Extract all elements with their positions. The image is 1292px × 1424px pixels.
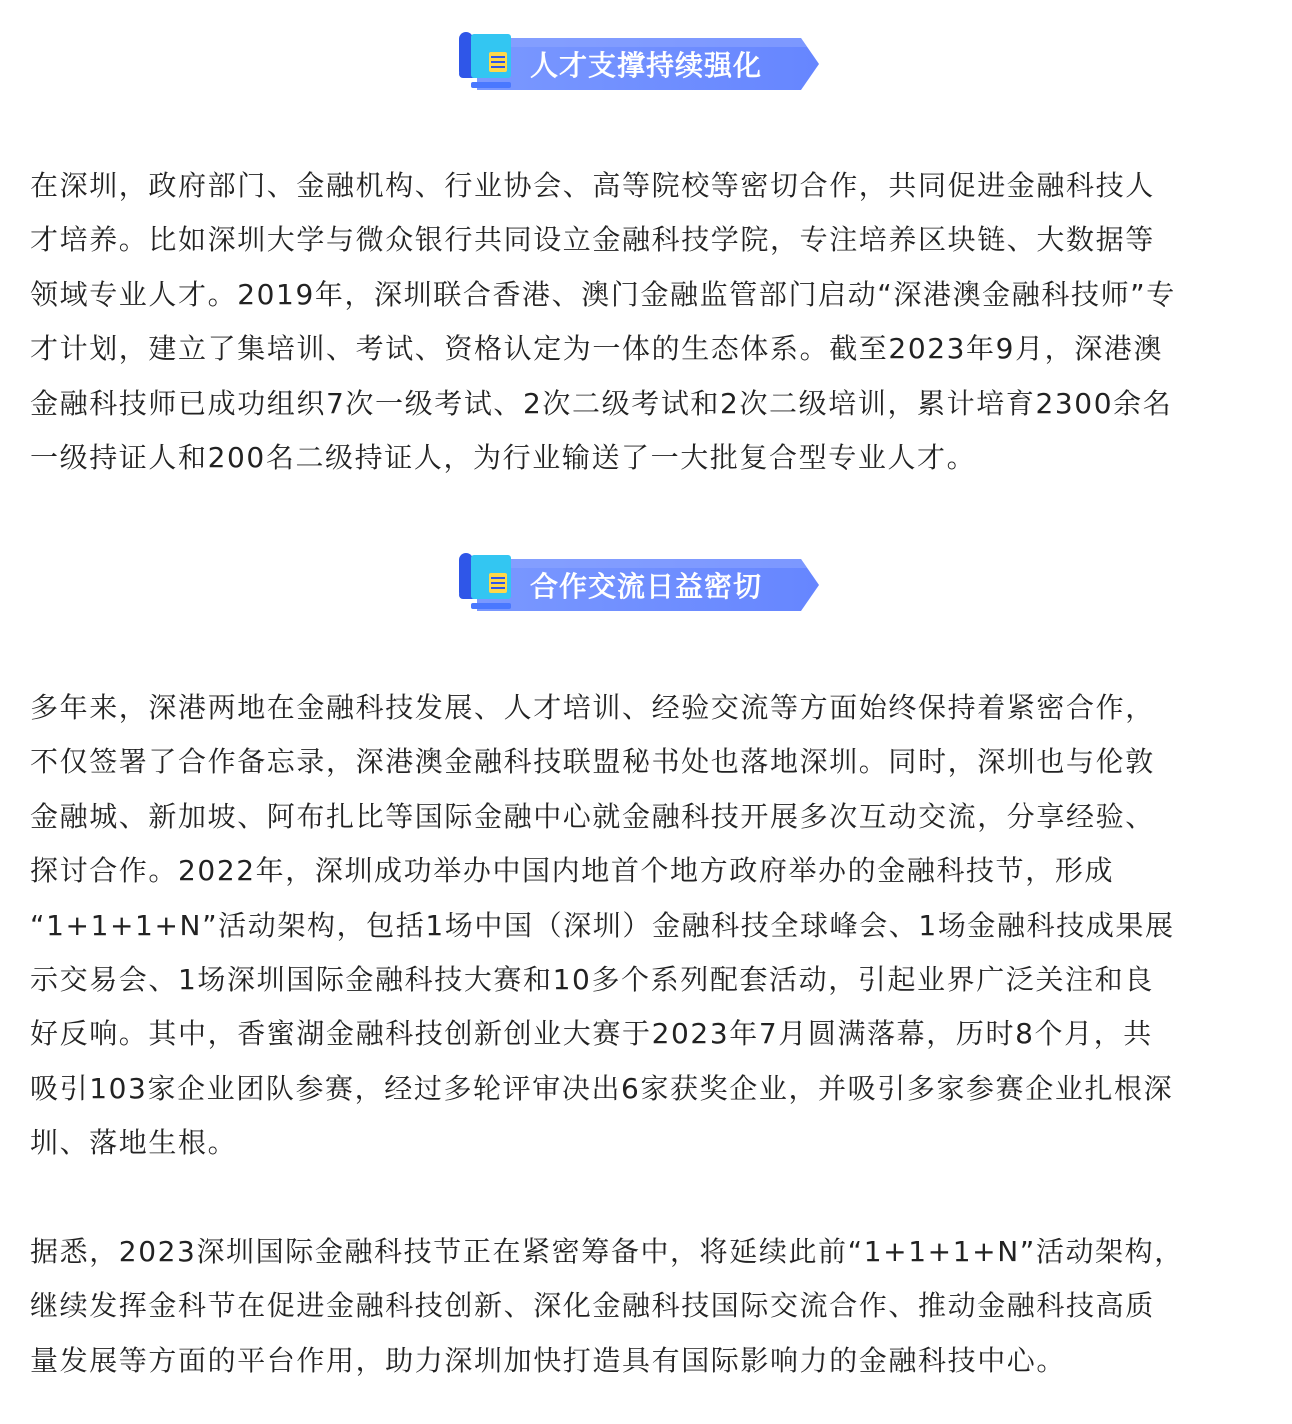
section-paragraph [30, 681, 1262, 1171]
paragraph-line: 金融科技师已成功组织7次一级考试、2次二级考试和2次二级培训，累计培育2300余名 [30, 386, 1173, 420]
paragraph-line: 金融城、新加坡、阿布扎比等国际金融中心就金融科技开展多次互动交流，分享经验、 [30, 799, 1155, 833]
section-header-cooperation [455, 551, 825, 615]
paragraph-line: 一级持证人和200名二级持证人，为行业输送了一大批复合型专业人才。 [30, 441, 977, 475]
paragraph-line: 才培养。比如深圳大学与微众银行共同设立金融科技学院，专注培养区块链、大数据等 [30, 223, 1155, 257]
section-title: 人才支撑持续强化 [530, 49, 763, 82]
paragraph-line: 圳、落地生根。 [30, 1126, 238, 1160]
paragraph-line: 量发展等方面的平台作用，助力深圳加快打造具有国际影响力的金融科技中心。 [30, 1343, 1067, 1377]
paragraph-line: “1+1+1+N”活动架构，包括1场中国（深圳）金融科技全球峰会、1场金融科技成果展 [30, 908, 1175, 942]
paragraph-line: 不仅签署了合作备忘录，深港澳金融科技联盟秘书处也落地深圳。同时，深圳也与伦敦 [30, 745, 1155, 779]
book-icon [455, 30, 517, 90]
paragraph-line: 多年来，深港两地在金融科技发展、人才培训、经验交流等方面始终保持着紧密合作， [30, 691, 1155, 724]
paragraph-line: 领域专业人才。2019年，深圳联合香港、澳门金融监管部门启动“深港澳金融科技师”专 [30, 277, 1176, 311]
section-paragraph [30, 1225, 1262, 1388]
book-icon [455, 551, 517, 611]
paragraph-line: 在深圳，政府部门、金融机构、行业协会、高等院校等密切合作，共同促进金融科技人 [30, 169, 1155, 202]
paragraph-line: 示交易会、1场深圳国际金融科技大赛和10多个系列配套活动，引起业界广泛关注和良 [30, 963, 1154, 997]
paragraph-line: 好反响。其中，香蜜湖金融科技创新创业大赛于2023年7月圆满落幕，历时8个月，共 [30, 1017, 1153, 1051]
paragraph-line: 探讨合作。2022年，深圳成功举办中国内地首个地方政府举办的金融科技节，形成 [30, 854, 1115, 888]
paragraph-line: 继续发挥金科节在促进金融科技创新、深化金融科技国际交流合作、推动金融科技高质 [30, 1289, 1155, 1323]
paragraph-line: 据悉，2023深圳国际金融科技节正在紧密筹备中，将延续此前“1+1+1+N”活动架构， [30, 1235, 1184, 1268]
section-paragraph [30, 159, 1262, 485]
section-header-talent [455, 30, 825, 94]
section-title: 合作交流日益密切 [530, 570, 763, 603]
paragraph-line: 吸引103家企业团队参赛，经过多轮评审决出6家获奖企业，并吸引多家参赛企业扎根深 [30, 1071, 1174, 1105]
paragraph-line: 才计划，建立了集培训、考试、资格认定为一体的生态体系。截至2023年9月，深港澳 [30, 332, 1164, 366]
